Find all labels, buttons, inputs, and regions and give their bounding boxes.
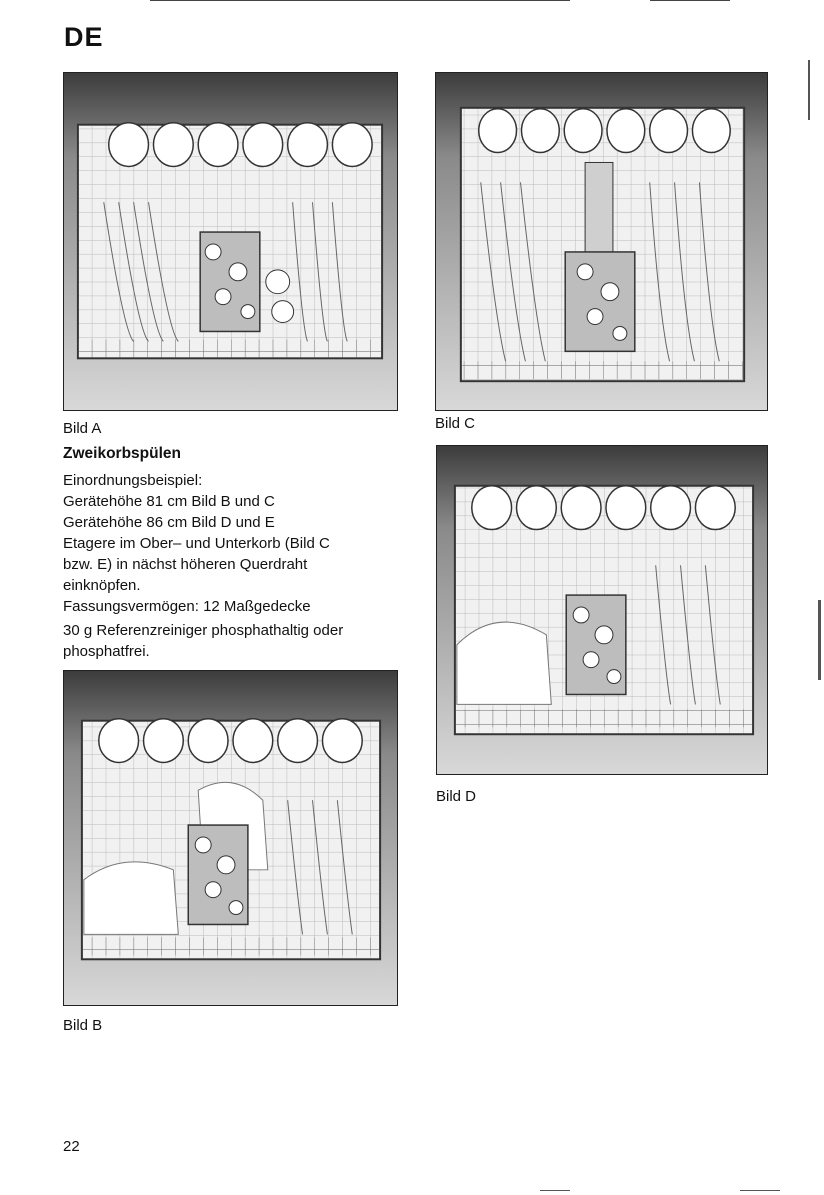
detergent-line: phosphatfrei. [63,643,150,660]
language-tag: DE [64,22,104,52]
scan-speck [808,60,810,120]
scan-edge-line [650,0,730,1]
figure-a-caption: Bild A [63,420,102,437]
instructions-text [63,443,413,662]
scan-edge-line [150,0,570,1]
scan-speck [740,1190,780,1191]
figure-b-photo [63,670,398,1006]
figure-c-caption: Bild C [435,415,476,432]
text-line: bzw. E) in nächst höheren Querdraht [63,556,308,573]
page-number: 22 [63,1138,80,1155]
section-heading: Zweikorbspülen [63,445,181,462]
figure-d-photo [436,445,768,775]
text-line: einknöpfen. [63,577,141,594]
figure-b-caption: Bild B [63,1017,103,1034]
figure-d-caption: Bild D [436,788,477,805]
text-line: Gerätehöhe 86 cm Bild D und E [63,514,275,531]
scan-speck [540,1190,570,1191]
detergent-line: 30 g Referenzreiniger phosphathaltig oder [63,622,344,639]
text-line: Fassungsvermögen: 12 Maßgedecke [63,598,311,615]
figure-c-photo [435,72,768,411]
text-line: Gerätehöhe 81 cm Bild B und C [63,493,275,510]
text-line: Etagere im Ober– und Unterkorb (Bild C [63,535,330,552]
figure-a-photo [63,72,398,411]
scan-speck [818,600,821,680]
text-line: Einordnungsbeispiel: [63,472,203,489]
